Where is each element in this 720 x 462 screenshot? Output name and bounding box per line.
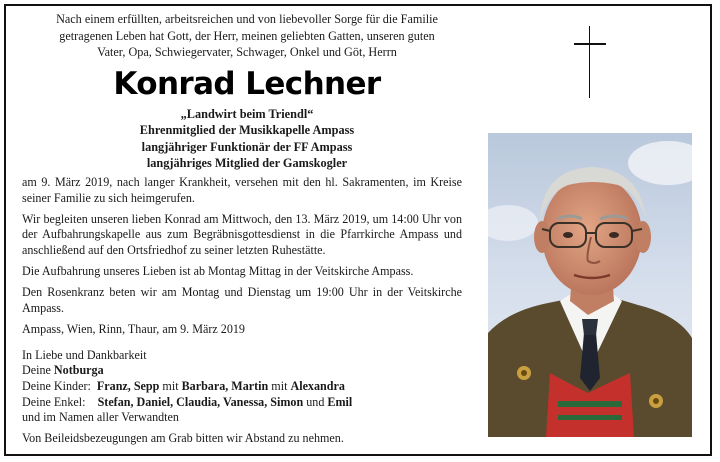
title-line: langjähriger Funktionär der FF Ampass <box>141 139 353 154</box>
viewing-paragraph: Die Aufbahrung unseres Lieben ist ab Montag Mittag in der Veitskirche Ampass. <box>22 263 414 278</box>
place-date: Ampass, Wien, Rinn, Thaur, am 9. März 2019 <box>22 321 245 336</box>
funeral-paragraph: Wir begleiten unseren lieben Konrad am Mittwoch, den 13. März 2019, um 14:00 Uhr von der Aufbahrungskapelle aus zum Begräbnisgottesdienst in die Pfarrkirche Ampass und anschließend auf den Ortsfriedhof zu seiner letzten Ruhestätte. <box>22 211 462 257</box>
children-line <box>22 379 462 395</box>
latin-cross-icon <box>574 26 606 98</box>
title-line: Ehrenmitglied der Musikkapelle Ampass <box>139 123 355 138</box>
grandchildren-names: Emil <box>327 394 353 409</box>
children-names: Alexandra <box>290 379 345 394</box>
title-line: „Landwirt beim Triendl“ <box>180 107 314 121</box>
wife-line <box>22 363 462 379</box>
title-line: langjähriges Mitglied der Gamskogler <box>146 155 348 170</box>
death-paragraph: am 9. März 2019, nach langer Krankheit, versehen mit den hl. Sakramenten, im Kreise seiner Familie zu sich heimgerufen. <box>22 175 462 205</box>
intro-line: Nach einem erfüllten, arbeitsreichen und von liebevoller Sorge für die Familie <box>56 12 438 26</box>
relatives-line: und im Namen aller Verwandten <box>22 410 179 425</box>
grandchildren-label: Deine Enkel: <box>22 394 86 409</box>
wife-label: Deine <box>22 363 51 378</box>
deceased-name: Konrad Lechner <box>113 66 381 102</box>
connector: und <box>306 394 325 409</box>
honorary-titles <box>22 106 472 171</box>
grandchildren-names: Stefan, Daniel, Claudia, Vanessa, Simon <box>97 394 304 409</box>
closing-note: Von Beileidsbezeugungen am Grab bitten wir Abstand zu nehmen. <box>22 430 344 445</box>
intro-text <box>22 11 472 61</box>
notice-body <box>22 175 462 446</box>
grandchildren-line <box>22 395 462 411</box>
children-names: Barbara, Martin <box>181 379 269 394</box>
intro-line: getragenen Leben hat Gott, der Herr, meinen geliebten Gatten, unseren guten <box>59 28 435 43</box>
connector: mit <box>271 379 288 394</box>
rosary-paragraph: Den Rosenkranz beten wir am Montag und Dienstag um 19:00 Uhr in der Veitskirche Ampass. <box>22 285 462 315</box>
children-names: Franz, Sepp <box>96 379 160 394</box>
intro-line: Vater, Opa, Schwiegervater, Schwager, Onkel und Göt, Herrn <box>97 45 397 59</box>
family-intro: In Liebe und Dankbarkeit <box>22 347 147 362</box>
children-label: Deine Kinder: <box>22 379 91 394</box>
wife-name: Notburga <box>53 363 104 378</box>
connector: mit <box>162 379 179 394</box>
portrait-photo <box>488 133 692 437</box>
